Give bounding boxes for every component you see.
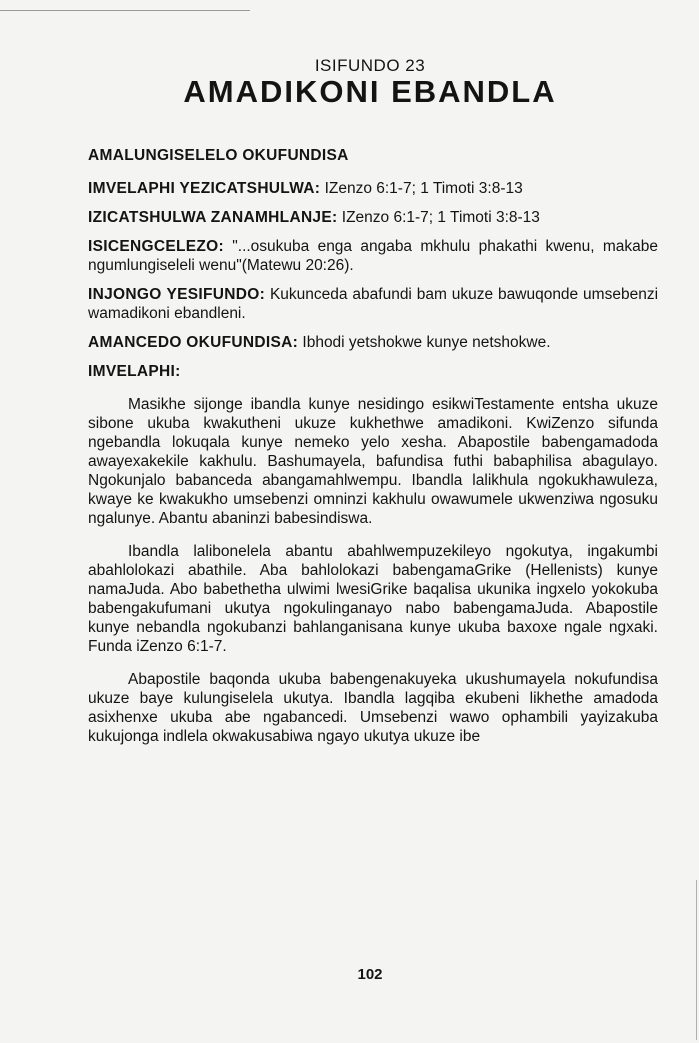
preparation-heading: AMALUNGISELELO OKUFUNDISA (88, 147, 349, 164)
teaching-aids (88, 333, 658, 352)
sources-text: IZenzo 6:1-7; 1 Timoti 3:8-13 (324, 180, 523, 197)
readings-label: IZICATSHULWA ZANAMHLANJE: (88, 209, 338, 226)
aids-label: AMANCEDO OKUFUNDISA: (88, 334, 299, 351)
aim-text: Kukunceda abafundi bam ukuze bawuqonde umsebenzi wamadikoni ebandleni. (88, 286, 659, 322)
lesson-number: ISIFUNDO 23 (314, 56, 426, 75)
body-paragraph-3: Abapostile baqonda ukuba babengenakuyeka ukushumayela nokufundisa ukuze baye kulungiselela ukutya. Ibandla lagqiba ekubeni likhethe amadoda asixhenxe ukuba abe ngabancedi. Umsebenzi wawo ophambili yayizakuba kukujonga indlela okwakusabiwa ngayo ukutya ukuze ibe (88, 671, 658, 745)
body-paragraph-2: Ibandla lalibonelela abantu abahlwempuzekileyo ngokutya, ingakumbi abahlolokazi abathile. Aba bahlolokazi babengamaGrike (Hellenists) kunye namaJuda. Abo babethetha ulwimi lwesiGrike baqalisa ukunika ingxelo yokokuba babengakufumani ukutya ngokulinganayo nabo babengamaJuda. Abapostile kunye nebandla ngokubanzi bahlanganisana kunye ukuba baxoxe ngale ngxaki. Funda iZenzo 6:1-7. (88, 543, 658, 655)
lesson-aim (88, 285, 658, 323)
memory-label: ISICENGCELEZO: (88, 238, 224, 255)
readings-line (88, 208, 658, 227)
sources-label: IMVELAPHI YEZICATSHULWA: (88, 180, 321, 197)
memory-text: "...osukuba enga angaba mkhulu phakathi kwenu, makabe ngumlungiseleli wenu"(Matewu 20:26). (88, 238, 659, 274)
lesson-content (88, 146, 658, 760)
aids-text: Ibhodi yetshokwe kunye netshokwe. (302, 334, 551, 351)
readings-text: IZenzo 6:1-7; 1 Timoti 3:8-13 (341, 209, 540, 226)
sources-line (88, 179, 658, 198)
memory-verse (88, 237, 658, 275)
page-number: 102 (357, 966, 383, 983)
top-edge-line (0, 10, 250, 11)
page-title: AMADIKONI EBANDLA (183, 74, 557, 109)
aim-label: INJONGO YESIFUNDO: (88, 286, 266, 303)
right-edge-line (696, 880, 697, 1040)
body-paragraph-1: Masikhe sijonge ibandla kunye nesidingo esikwiTestamente entsha ukuze sibone ukuba kwakutheni ukuze kukhethwe amadikoni. KwiZenzo sifunda ngebandla lokuqala kunye nemeko yelo xesha. Abapostile babengamadoda awayexakekile kakhulu. Bashumayela, bafundisa futhi babaphilisa abagulayo. Ngokunjalo babanceda abangamahlwempu. Ibandla lalikhula ngokukhawuleza, kwaye ke kwakukho umsebenzi omninzi kakhulu owawumele ukwenziwa ngosuku ngalunye. Abantu abaninzi babesindiswa. (88, 396, 658, 527)
background-heading: IMVELAPHI: (88, 363, 181, 380)
